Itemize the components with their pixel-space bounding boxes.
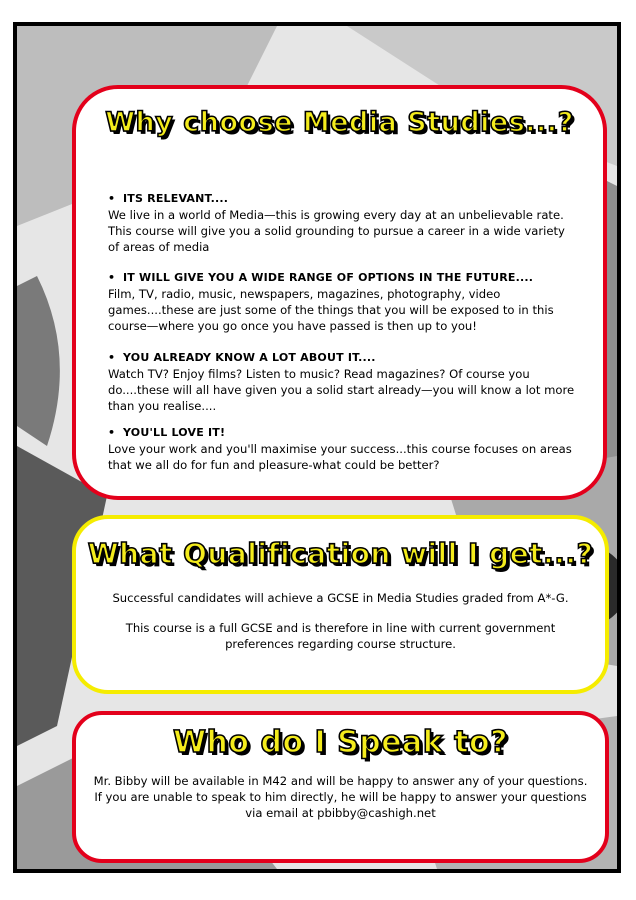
qualification-line-1: Successful candidates will achieve a GCSE in Media Studies graded from A*-G. <box>112 591 569 605</box>
contact-text: Mr. Bibby will be available in M42 and will be happy to answer any of your questions. If you are unable to speak to him directly, he will be happy to answer your questions via email at pbibby@cashigh.net <box>93 774 588 820</box>
qualification-title: What Qualification will I get...? <box>87 537 594 570</box>
point-text: Watch TV? Enjoy films? Listen to music? Read magazines? Of course you do....these will all have given you a solid start already—you will know a lot more than you realise.... <box>108 367 575 413</box>
point-options <box>108 270 575 334</box>
qualification-panel <box>72 515 609 694</box>
point-heading: YOU ALREADY KNOW A LOT ABOUT IT.... <box>123 351 376 364</box>
why-media-studies-panel <box>72 85 607 500</box>
contact-panel <box>72 711 609 863</box>
page-frame <box>13 22 621 873</box>
point-heading: YOU'LL LOVE IT! <box>123 426 226 439</box>
contact-title: Who do I Speak to? <box>172 725 509 760</box>
point-love-it <box>108 425 575 473</box>
point-heading: IT WILL GIVE YOU A WIDE RANGE OF OPTIONS IN THE FUTURE.... <box>123 271 534 284</box>
qualification-line-2: This course is a full GCSE and is therefore in line with current government preferences regarding course structure. <box>125 621 556 651</box>
bullet-icon: • <box>108 426 116 439</box>
point-relevant <box>108 191 575 255</box>
point-text: Love your work and you'll maximise your success...this course focuses on areas that we all do for fun and pleasure-what could be better? <box>108 442 572 472</box>
bullet-icon: • <box>108 271 116 284</box>
why-title: Why choose Media Studies...? <box>105 107 574 138</box>
point-text: We live in a world of Media—this is growing every day at an unbelievable rate. This course will give you a solid grounding to pursue a career in a wide variety of areas of media <box>108 208 565 254</box>
point-heading: ITS RELEVANT.... <box>123 192 229 205</box>
bullet-icon: • <box>108 192 116 205</box>
point-know-a-lot <box>108 350 575 414</box>
bullet-icon: • <box>108 351 116 364</box>
point-text: Film, TV, radio, music, newspapers, magazines, photography, video games....these are just some of the things that you will be exposed to in this course—where you go once you have passed is then up to you! <box>108 287 554 333</box>
